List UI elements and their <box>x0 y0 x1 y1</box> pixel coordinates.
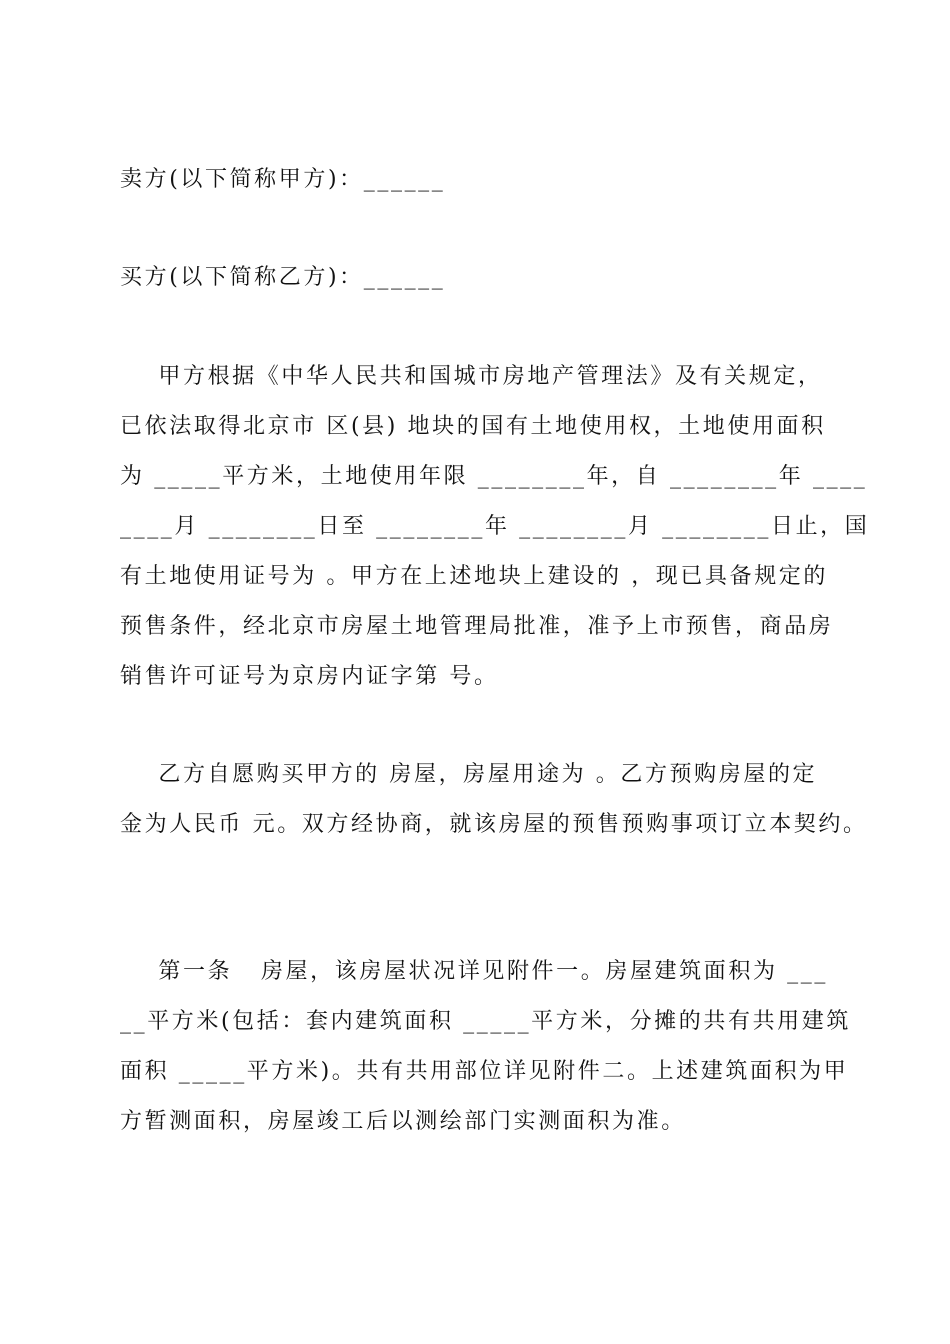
paragraph-line: 甲方根据《中华人民共和国城市房地产管理法》及有关规定， <box>120 364 823 389</box>
paragraph-line: 预售条件，经北京市房屋土地管理局批准，准予上市预售，商品房 <box>120 614 834 639</box>
paragraph-line: 金为人民币 元。双方经协商，就该房屋的预售预购事项订立本契约。 <box>120 812 868 837</box>
paragraph-line: 有土地使用证号为 。甲方在上述地块上建设的 ，现已具备规定的 <box>120 564 828 589</box>
paragraph-line: 面积 _____平方米)。共有共用部位详见附件二。上述建筑面积为甲 <box>120 1059 849 1084</box>
paragraph-line: 乙方自愿购买甲方的 房屋，房屋用途为 。乙方预购房屋的定 <box>120 762 818 787</box>
paragraph-line: 方暂测面积，房屋竣工后以测绘部门实测面积为准。 <box>120 1109 686 1134</box>
paragraph-line: ____月 ________日至 ________年 ________月 ________日止，国 <box>120 514 870 539</box>
paragraph-line: 已依法取得北京市 区(县) 地块的国有土地使用权，土地使用面积 <box>120 414 826 439</box>
paragraph-line: 为 _____平方米，土地使用年限 ________年，自 ________年 ____ <box>120 464 868 489</box>
paragraph-line: 销售许可证号为京房内证字第 号。 <box>120 664 499 689</box>
seller-line: 卖方(以下简称甲方)：______ <box>120 167 446 192</box>
buyer-line: 买方(以下简称乙方)：______ <box>120 265 446 290</box>
paragraph-line: __平方米(包括：套内建筑面积 _____平方米，分摊的共有共用建筑 <box>120 1009 851 1034</box>
paragraph-line: 第一条 房屋，该房屋状况详见附件一。房屋建筑面积为 ___ <box>120 959 828 984</box>
